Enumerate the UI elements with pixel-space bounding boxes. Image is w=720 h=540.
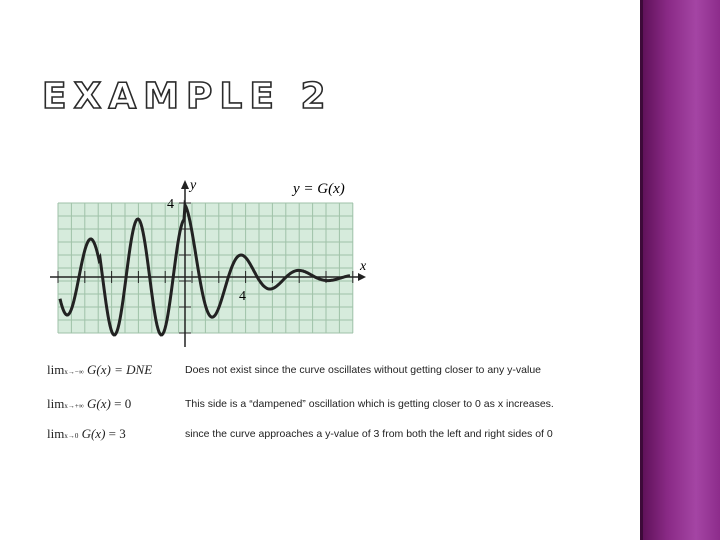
x-axis-label: x xyxy=(360,259,367,274)
y-axis-arrow xyxy=(181,180,189,189)
limit-description: This side is a “dampened” oscillation which is getting closer to 0 as x increases. xyxy=(185,398,554,410)
sidebar-edge xyxy=(640,0,643,540)
graph-figure xyxy=(40,175,370,355)
limit-expression: limx→+∞ G(x) = 0 xyxy=(47,396,132,411)
y-axis-label: y xyxy=(190,178,197,193)
y-tick-label: 4 xyxy=(167,197,174,212)
x-tick-label: 4 xyxy=(239,289,246,304)
limit-row xyxy=(47,362,627,382)
limit-row xyxy=(47,396,627,416)
slide-title xyxy=(40,70,333,120)
limit-expression: limx→−∞ G(x) = DNE xyxy=(47,362,153,377)
limit-description: since the curve approaches a y-value of 3 from both the left and right sides of 0 xyxy=(185,428,553,440)
limit-description: Does not exist since the curve oscillates without getting closer to any y-value xyxy=(185,364,542,376)
x-axis-arrow xyxy=(358,273,366,281)
slide-title-text: EXAMPLE 2 xyxy=(42,76,333,117)
function-label: y = G(x) xyxy=(293,181,345,197)
decorative-sidebar xyxy=(640,0,720,540)
limit-row xyxy=(47,426,627,446)
limit-expression: limx→0 G(x) = 3 xyxy=(47,426,126,441)
